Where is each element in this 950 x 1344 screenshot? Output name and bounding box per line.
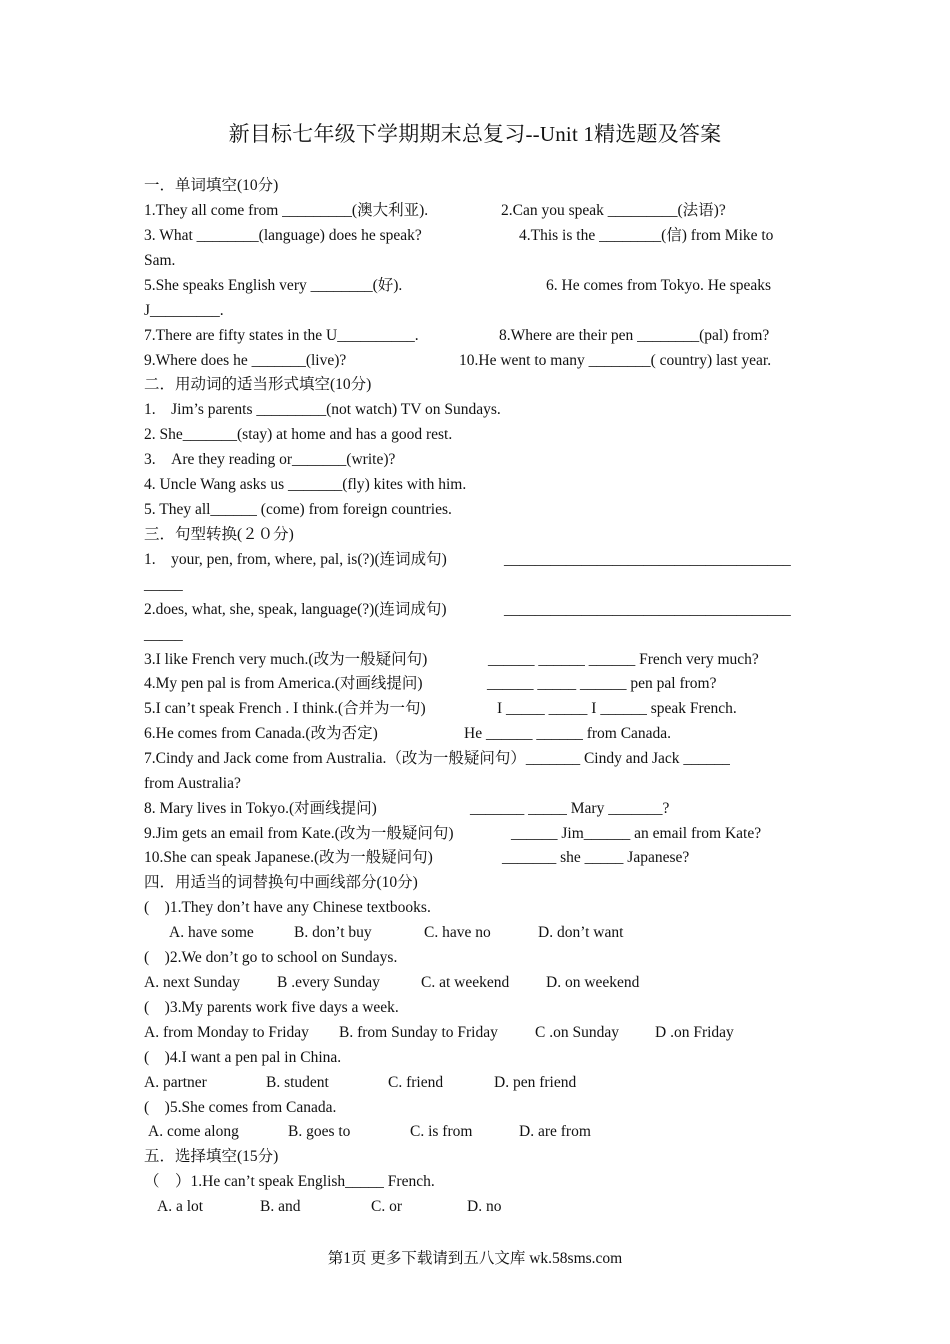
option: A. come along: [148, 1123, 239, 1140]
question-text: 10.She can speak Japanese.(改为一般疑问句): [144, 849, 433, 866]
question-text: 5. They all______ (come) from foreign countries.: [144, 501, 452, 518]
question-row: [144, 201, 806, 221]
answer-blank: _____________________________________: [504, 551, 791, 568]
question-text: 5.She speaks English very ________(好).: [144, 277, 403, 294]
answer-text: ______ Jim______ an email from Kate?: [511, 825, 762, 842]
section-heading: 二．用动词的适当形式填空(10分): [144, 376, 372, 393]
option: A. from Monday to Friday: [144, 1024, 309, 1041]
question-text: 4.This is the ________(信) from Mike to: [519, 227, 774, 244]
question-text: 6.He comes from Canada.(改为否定): [144, 725, 378, 742]
section-heading: 一．单词填空(10分): [144, 177, 279, 194]
question-text: 2.does, what, she, speak, language(?)(连词成句): [144, 601, 447, 618]
question-text: 2. She_______(stay) at home and has a good rest.: [144, 426, 453, 443]
option: B. goes to: [288, 1123, 351, 1140]
question-text: from Australia?: [144, 775, 241, 792]
question-text: 1. Jim’s parents _________(not watch) TV on Sundays.: [144, 401, 501, 418]
question-row: [144, 674, 806, 694]
question-text: （ ）1.He can’t speak English_____ French.: [144, 1173, 435, 1190]
page-title: 新目标七年级下学期期末总复习--Unit 1精选题及答案: [228, 122, 722, 146]
answer-text: ______ ______ ______ French very much?: [488, 651, 759, 668]
option: B. and: [260, 1198, 301, 1215]
question-row: [144, 699, 806, 719]
option: B. student: [266, 1074, 329, 1091]
question-text: 7.There are fifty states in the U__________.: [144, 327, 419, 344]
option: D. no: [467, 1198, 502, 1215]
question-text: 1.They all come from _________(澳大利亚).: [144, 202, 429, 219]
question-text: 6. He comes from Tokyo. He speaks: [546, 277, 772, 294]
question-text: 8. Mary lives in Tokyo.(对画线提问): [144, 800, 377, 817]
page-footer: 第1页 更多下载请到五八文库 wk.58sms.com: [327, 1250, 623, 1267]
section-heading: 三．句型转换(２０分): [144, 526, 294, 543]
question-row: [144, 351, 806, 371]
question-text: Sam.: [144, 252, 176, 269]
option: D. on weekend: [546, 974, 640, 991]
question-text: 2.Can you speak _________(法语)?: [501, 202, 726, 219]
question-text: 10.He went to many ________( country) last year.: [459, 352, 772, 369]
answer-blank: _____: [144, 626, 183, 643]
option: C. friend: [388, 1074, 444, 1091]
answer-text: I _____ _____ I ______ speak French.: [497, 700, 737, 717]
option: A. have some: [169, 924, 254, 941]
question-row: [144, 650, 806, 670]
question-text: 4. Uncle Wang asks us _______(fly) kites with him.: [144, 476, 467, 493]
question-text: 3. Are they reading or_______(write)?: [144, 451, 396, 468]
question-text: ( )5.She comes from Canada.: [144, 1099, 337, 1116]
option: C. have no: [424, 924, 491, 941]
question-text: 7.Cindy and Jack come from Australia.（改为一般疑问句）_______ Cindy and Jack ______: [144, 750, 730, 767]
option: C. is from: [410, 1123, 473, 1140]
option: B. from Sunday to Friday: [339, 1024, 498, 1041]
option: C. or: [371, 1198, 402, 1215]
question-text: 9.Where does he _______(live)?: [144, 352, 347, 369]
section-heading: 五．选择填空(15分): [144, 1148, 279, 1165]
question-text: 9.Jim gets an email from Kate.(改为一般疑问句): [144, 825, 454, 842]
question-row: [144, 326, 806, 346]
question-text: 8.Where are their pen ________(pal) from?: [499, 327, 770, 344]
question-row: [144, 799, 806, 819]
option: D. pen friend: [494, 1074, 577, 1091]
question-text: 4.My pen pal is from America.(对画线提问): [144, 675, 423, 692]
option: B .every Sunday: [277, 974, 380, 991]
answer-blank: _____: [144, 576, 183, 593]
option: D. are from: [519, 1123, 591, 1140]
question-row: [144, 226, 806, 246]
option: B. don’t buy: [294, 924, 372, 941]
question-row: [144, 600, 806, 620]
question-row: [144, 824, 806, 844]
question-row: [144, 724, 806, 744]
answer-blank: _____________________________________: [504, 601, 791, 618]
question-row: [144, 848, 806, 868]
option: A. partner: [144, 1074, 207, 1091]
question-text: 3.I like French very much.(改为一般疑问句): [144, 651, 428, 668]
answer-text: ______ _____ ______ pen pal from?: [487, 675, 717, 692]
question-text: J_________.: [144, 302, 224, 319]
option: A. a lot: [157, 1198, 204, 1215]
question-text: ( )2.We don’t go to school on Sundays.: [144, 949, 398, 966]
answer-text: _______ she _____ Japanese?: [502, 849, 690, 866]
question-text: ( )4.I want a pen pal in China.: [144, 1049, 342, 1066]
answer-text: He ______ ______ from Canada.: [464, 725, 672, 742]
question-row: [144, 550, 806, 570]
question-text: ( )1.They don’t have any Chinese textbooks.: [144, 899, 431, 916]
answer-text: _______ _____ Mary _______?: [470, 800, 670, 817]
question-text: ( )3.My parents work five days a week.: [144, 999, 399, 1016]
option: D. don’t want: [538, 924, 624, 941]
option: C. at weekend: [421, 974, 510, 991]
question-row: [144, 276, 806, 296]
section-heading: 四．用适当的词替换句中画线部分(10分): [144, 874, 418, 891]
question-text: 1. your, pen, from, where, pal, is(?)(连词成句): [144, 551, 447, 568]
question-text: 3. What ________(language) does he speak?: [144, 227, 422, 244]
option: D .on Friday: [655, 1024, 734, 1041]
option: C .on Sunday: [535, 1024, 619, 1041]
question-text: 5.I can’t speak French . I think.(合并为一句): [144, 700, 426, 717]
option: A. next Sunday: [144, 974, 241, 991]
